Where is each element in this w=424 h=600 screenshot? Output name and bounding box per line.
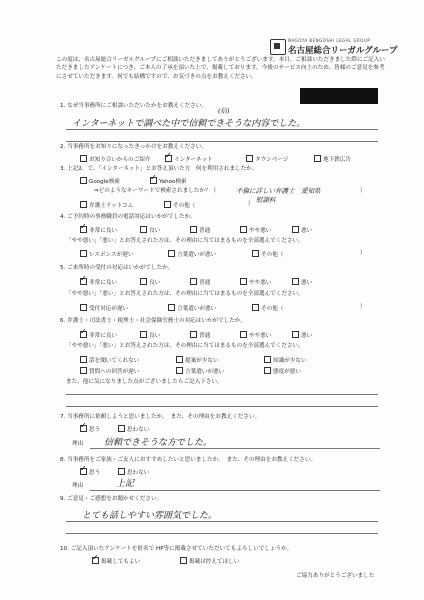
checkbox-checked[interactable] [80, 278, 87, 285]
q4-rating-poor[interactable]: 悪い [292, 226, 312, 235]
checkbox[interactable] [80, 250, 87, 257]
q7-option-yes[interactable]: ✓思う [80, 425, 100, 434]
q4-label: 4. ご予約時の事務職員の電話対応はいかがでしたか。 [60, 214, 196, 220]
checkbox[interactable] [240, 278, 247, 285]
q1-answer: インターネットで調べた中で信頼できそうな内容でした。 [72, 119, 306, 129]
checkbox-checked[interactable] [150, 177, 157, 184]
redaction-box [300, 88, 378, 104]
checkbox[interactable] [240, 226, 247, 233]
q4-follow-up: 「やや悪い」「悪い」とお答えされた方は、その理由に当てはまるものを全部選んでください。 [66, 238, 304, 244]
q5-rating-fair[interactable]: やや悪い [240, 278, 271, 287]
q6-rating-fair[interactable]: やや悪い [240, 331, 271, 340]
q10-option-allow[interactable]: ✓掲載してもよい [92, 557, 140, 566]
checkbox[interactable] [118, 425, 125, 432]
q2-option-internet[interactable]: ✓ インターネット [165, 155, 213, 164]
q6-other-comments-label: また、他に気になりました点がございましたらご記入下さい。 [66, 379, 223, 385]
q10-option-decline[interactable]: 掲載は控えてほしい [180, 557, 239, 566]
logo-english-name: NAGOYA BENGOSHI LEGAL GROUP [288, 38, 371, 43]
q10-label: 10. ご記入頂いたアンケートを匿名で HP等に掲載させていただいてもよろしいでしょうか。 [60, 546, 293, 552]
checkbox-checked[interactable] [80, 331, 87, 338]
firm-logo [270, 38, 410, 56]
checkbox[interactable] [176, 367, 183, 374]
logo-mark-icon [270, 39, 286, 55]
checkbox[interactable] [292, 226, 299, 233]
q4-reason-slow[interactable]: レスポンスが遅い [80, 250, 133, 259]
q9-answer: とても話しやすい雰囲気でした。 [82, 511, 218, 521]
checkbox[interactable] [118, 468, 125, 475]
q6-rating-excellent[interactable]: ✓非常に良い [80, 331, 117, 340]
q8-reason-label: 理由 [72, 483, 84, 489]
q7-line [90, 448, 380, 449]
checkbox[interactable] [140, 226, 147, 233]
q3-keyword-close: ） [360, 188, 366, 194]
q4-rating-excellent[interactable]: ✓非常に良い [80, 226, 117, 235]
checkbox[interactable] [264, 367, 271, 374]
q4-rating-fair[interactable]: やや悪い [240, 226, 271, 235]
checkbox[interactable] [240, 331, 247, 338]
checkbox[interactable] [176, 356, 183, 363]
q5-reason-slow[interactable]: 受付対応が遅い [80, 304, 128, 313]
q8-option-no[interactable]: 思わない [118, 468, 149, 477]
q5-rating-excellent[interactable]: ✓非常に良い [80, 278, 117, 287]
checkbox[interactable] [80, 367, 87, 374]
checkbox[interactable] [168, 304, 175, 311]
q7-label: 7. 当事務所に依頼しようと思いましたか。 また、その理由をお教えください。 [60, 414, 261, 420]
q5-rating-average[interactable]: 普通 [190, 278, 210, 287]
q3-label: 3. 上記2．で、「インターネット」とお答え頂いた方 何を利用されましたか。 [60, 166, 258, 172]
q6-rating-poor[interactable]: 悪い [292, 331, 312, 340]
logo-firm-name: 名古屋総合リーガルグループ [288, 46, 398, 56]
q5-reason-language[interactable]: 言葉遣いが悪い [168, 304, 216, 313]
q3-option-google[interactable]: Google検索 [80, 177, 120, 186]
q5-reason-close: ） [360, 304, 366, 310]
checkbox[interactable] [252, 304, 259, 311]
checkbox[interactable] [314, 155, 321, 162]
q1-line-2 [66, 141, 378, 142]
q6-follow-up: 「やや悪い」「悪い」とお答えされた方は、その理由に当てはまるものを全部選んでください。 [66, 343, 304, 349]
checkbox-checked[interactable] [92, 557, 99, 564]
q1-label: 1. なぜ当事務所にご相談いただいたかをお教えください。 [60, 103, 207, 109]
q6-reason-not-listening[interactable]: 話を聞いてくれない [80, 356, 139, 365]
q8-reason-answer: 上記 [116, 479, 135, 489]
q2-option-referral[interactable]: お知り合いからのご紹介 [80, 155, 151, 164]
checkbox[interactable] [190, 331, 197, 338]
q4-rating-average[interactable]: 普通 [190, 226, 210, 235]
checkbox[interactable] [246, 155, 253, 162]
q6-line-1 [66, 394, 378, 395]
checkbox-checked[interactable] [80, 425, 87, 432]
q7-reason-label: 理由 [72, 441, 84, 447]
q2-label: 2. 当事務所をお知りになったきっかけをお教えください。 [60, 144, 207, 150]
q5-follow-up: 「やや悪い」「悪い」とお答えされた方は、その理由に当てはまるものを全部選んでください。 [66, 291, 304, 297]
q9-line-2 [66, 533, 378, 534]
checkbox[interactable] [80, 304, 87, 311]
q6-rating-average[interactable]: 普通 [190, 331, 210, 340]
q5-label: 5. ご来所時の受付の対応はいかがでしたか。 [60, 265, 174, 271]
q3-option-yahoo[interactable]: ✓ Yahoo検索 [150, 177, 187, 186]
thank-you-footer: ご協力ありがとうございました [296, 573, 375, 579]
q2-option-townpage[interactable]: タウンページ [246, 155, 288, 164]
q6-line-2 [66, 406, 378, 407]
q3-keyword: 不倫に詳しい弁護士 愛知県 [236, 187, 321, 195]
checkbox[interactable] [140, 331, 147, 338]
checkbox[interactable] [190, 278, 197, 285]
q3-option-bengoshi-com[interactable]: 弁護士ドットコム [80, 201, 133, 210]
checkbox[interactable] [264, 356, 271, 363]
q4-reason-other[interactable]: その他（ [252, 250, 283, 259]
q8-line [90, 490, 380, 491]
q7-option-no[interactable]: 思わない [118, 425, 149, 434]
q6-reason-few-proposals[interactable]: 提案が少ない [176, 356, 219, 365]
q1-line-1 [66, 129, 378, 130]
checkbox[interactable] [292, 331, 299, 338]
q8-option-yes[interactable]: ✓思う [80, 468, 100, 477]
checkbox[interactable] [252, 250, 259, 257]
q6-reason-attitude[interactable]: 態度が悪い [264, 367, 301, 376]
intro-text: この度は、名古屋総合リーガルグループにご相談いただきましてありがとうございます。本日、ご相談いただきました際にご記入いただきましたアンケートにつき、ご本人の了承を頂いた上で、掲載しております。今後のサービス向上のため、皆様のご意見を参考にさせていただきます。何でも結構ですので、お気づきの点をお教えください。 [56, 57, 385, 80]
q3-keyword-prompt: ⇒どのようなキーワードで検索されましたか？（ [94, 188, 217, 194]
q3-other-close: ） [248, 201, 254, 207]
q6-rating-good[interactable]: 良い [140, 331, 160, 340]
checkbox[interactable] [180, 557, 187, 564]
q8-label: 8. 当事務所をご家族・ご友人におすすめしたいと思いましたか。 また、その理由をお教えください。 [60, 457, 317, 463]
q7-reason-answer: 信頼できそうな方でした。 [104, 438, 213, 448]
q5-rating-poor[interactable]: 悪い [292, 278, 312, 287]
checkbox[interactable] [168, 250, 175, 257]
q6-reason-little-knowledge[interactable]: 知識が少ない [264, 356, 307, 365]
checkbox[interactable] [292, 278, 299, 285]
checkbox[interactable] [80, 356, 87, 363]
q5-rating-good[interactable]: 良い [140, 278, 160, 287]
checkbox[interactable] [164, 201, 171, 208]
checkbox-checked[interactable] [80, 468, 87, 475]
checkbox[interactable] [190, 226, 197, 233]
q1-correction-mark: (信) [218, 107, 230, 115]
checkbox-checked[interactable] [165, 155, 172, 162]
checkbox[interactable] [80, 155, 87, 162]
checkbox-checked[interactable] [80, 226, 87, 233]
q9-line-1 [66, 521, 378, 522]
q9-label: 9. ご意見・ご感想をお聞かせください。 [60, 496, 163, 502]
checkbox[interactable] [140, 278, 147, 285]
q6-label: 6. 弁護士・司法書士・税理士・社会保険労務士の対応はいかがでしたか。 [60, 318, 247, 324]
checkbox[interactable] [80, 201, 87, 208]
q6-reason-language[interactable]: 言葉遣いが悪い [176, 367, 224, 376]
q4-reason-close: ） [360, 250, 366, 256]
q6-reason-slow-answers[interactable]: 質問への回答が遅い [80, 367, 139, 376]
q2-option-subway-ad[interactable]: 地下鉄広告 [314, 155, 351, 164]
checkbox[interactable] [80, 177, 87, 184]
q4-rating-good[interactable]: 良い [140, 226, 160, 235]
q3-keyword-2: 慰謝料 [256, 196, 276, 204]
q3-option-other[interactable]: その他（ [164, 201, 195, 210]
q5-reason-other[interactable]: その他（ [252, 304, 283, 313]
q4-reason-language[interactable]: 言葉遣いが悪い [168, 250, 216, 259]
